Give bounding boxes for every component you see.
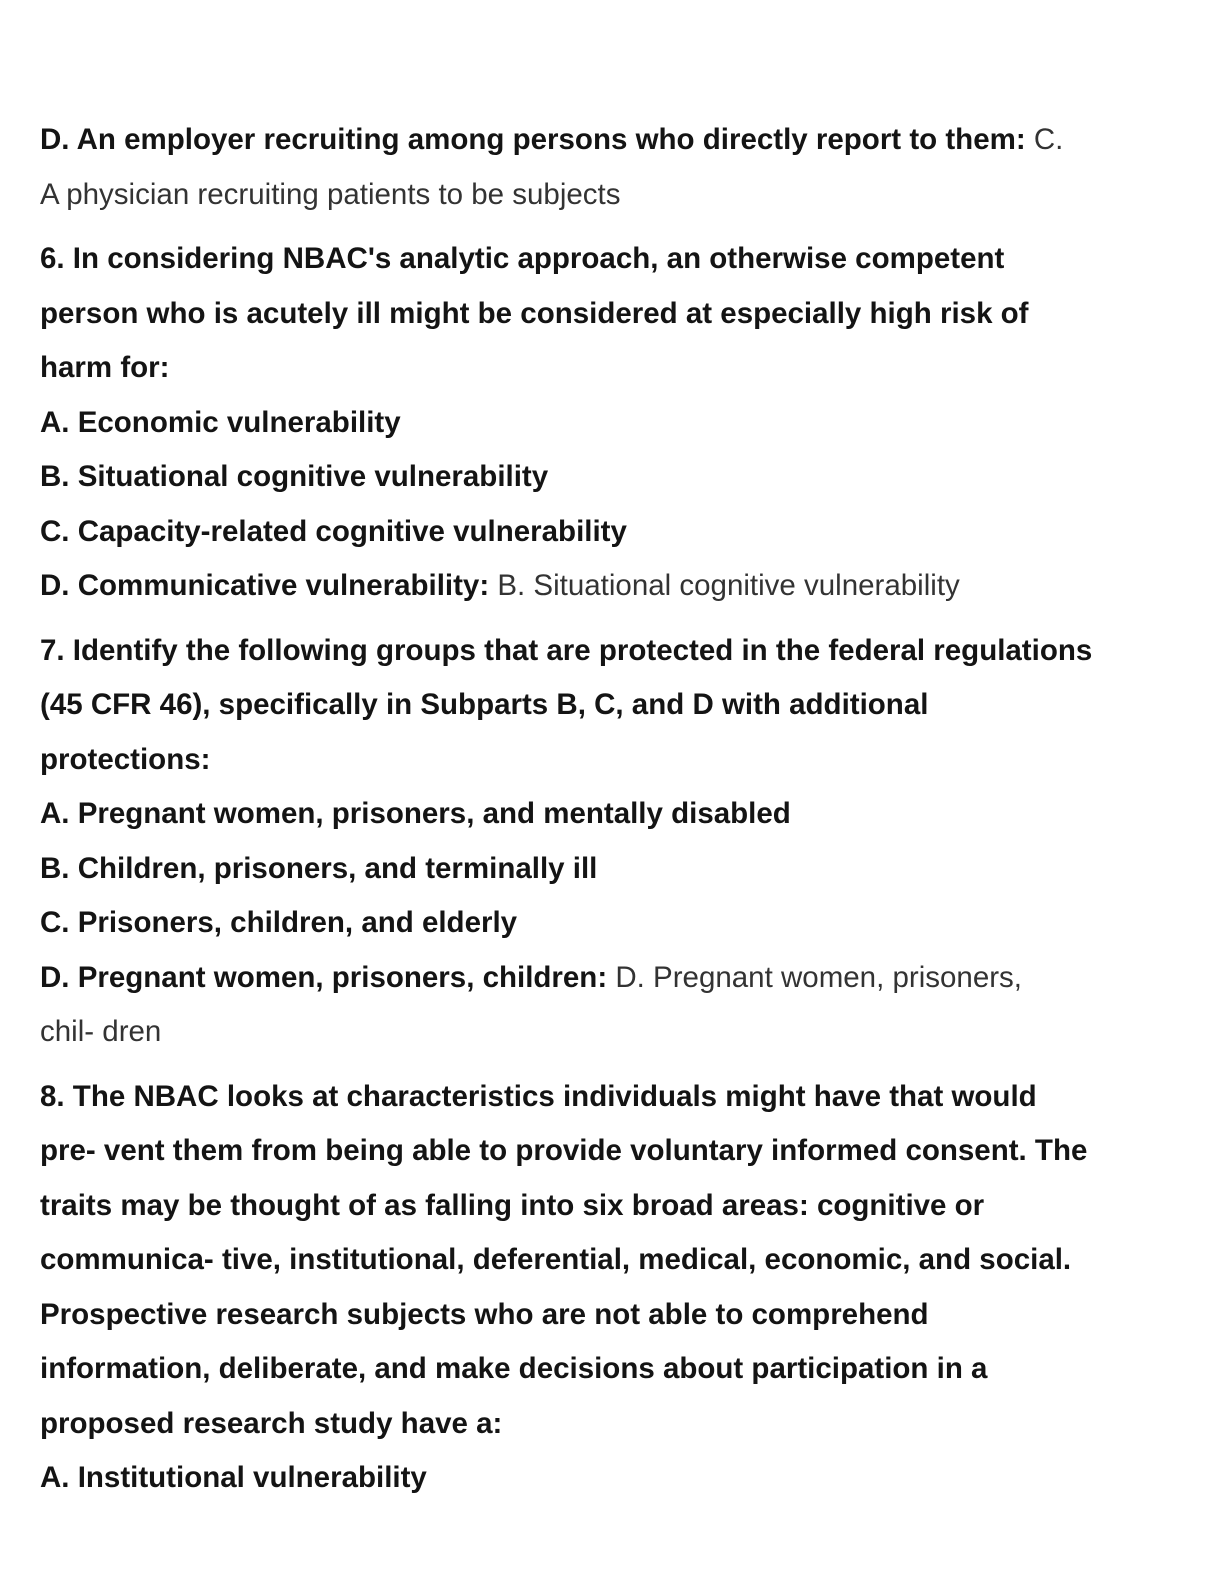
q7-option-b: B. Children, prisoners, and terminally ill (40, 851, 598, 885)
question-6 (40, 232, 1190, 614)
q8-question-line: Prospective research subjects who are not able to comprehend (40, 1297, 929, 1331)
q5-answer-part1: C. (1033, 123, 1064, 156)
q7-question-line: 7. Identify the following groups that are protected in the federal regulations (40, 633, 1093, 667)
q6-option-d: D. Communicative vulnerability: (40, 569, 490, 602)
q8-question-line: traits may be thought of as falling into six broad areas: cognitive or (40, 1188, 985, 1222)
q6-option-c: C. Capacity-related cognitive vulnerability (40, 514, 627, 548)
q7-option-c: C. Prisoners, children, and elderly (40, 906, 518, 939)
q8-question-line: communica- tive, institutional, deferential, medical, economic, and social. (40, 1243, 1072, 1276)
q8-question-line: proposed research study have a: (40, 1406, 503, 1440)
q6-option-b: B. Situational cognitive vulnerability (40, 460, 549, 493)
q5-answer-part2: A physician recruiting patients to be subjects (40, 177, 621, 211)
q7-question-line: protections: (40, 742, 211, 776)
q6-answer: B. Situational cognitive vulnerability (497, 569, 960, 602)
q8-question-line: information, deliberate, and make decisions about participation in a (40, 1352, 988, 1385)
q8-question-line: pre- vent them from being able to provide voluntary informed consent. The (40, 1134, 1088, 1167)
q7-option-a: A. Pregnant women, prisoners, and mentally disabled (40, 797, 791, 830)
q6-option-d-line (40, 559, 1190, 614)
q5-option-d: D. An employer recruiting among persons who directly report to them: (40, 123, 1026, 156)
q8-question-line: 8. The NBAC looks at characteristics individuals might have that would (40, 1079, 1037, 1113)
q7-option-d-line (40, 951, 1190, 1006)
q8-option-a: A. Institutional vulnerability (40, 1461, 427, 1494)
q7-answer-part2: chil- dren (40, 1015, 162, 1048)
q7-answer-part1: D. Pregnant women, prisoners, (615, 960, 1022, 994)
question-8 (40, 1070, 1190, 1506)
q7-question-line: (45 CFR 46), specifically in Subparts B, C, and D with additional (40, 688, 929, 721)
question-5-tail (40, 113, 1190, 222)
q6-question-line: 6. In considering NBAC's analytic approach, an otherwise competent (40, 242, 1005, 275)
q6-question-line: harm for: (40, 351, 170, 384)
q7-option-d: D. Pregnant women, prisoners, children: (40, 960, 608, 994)
q6-option-a: A. Economic vulnerability (40, 405, 401, 439)
q6-question-line: person who is acutely ill might be considered at especially high risk of (40, 296, 1029, 330)
document-page (40, 113, 1190, 1516)
question-7 (40, 624, 1190, 1060)
q5-option-d-line (40, 113, 1190, 168)
